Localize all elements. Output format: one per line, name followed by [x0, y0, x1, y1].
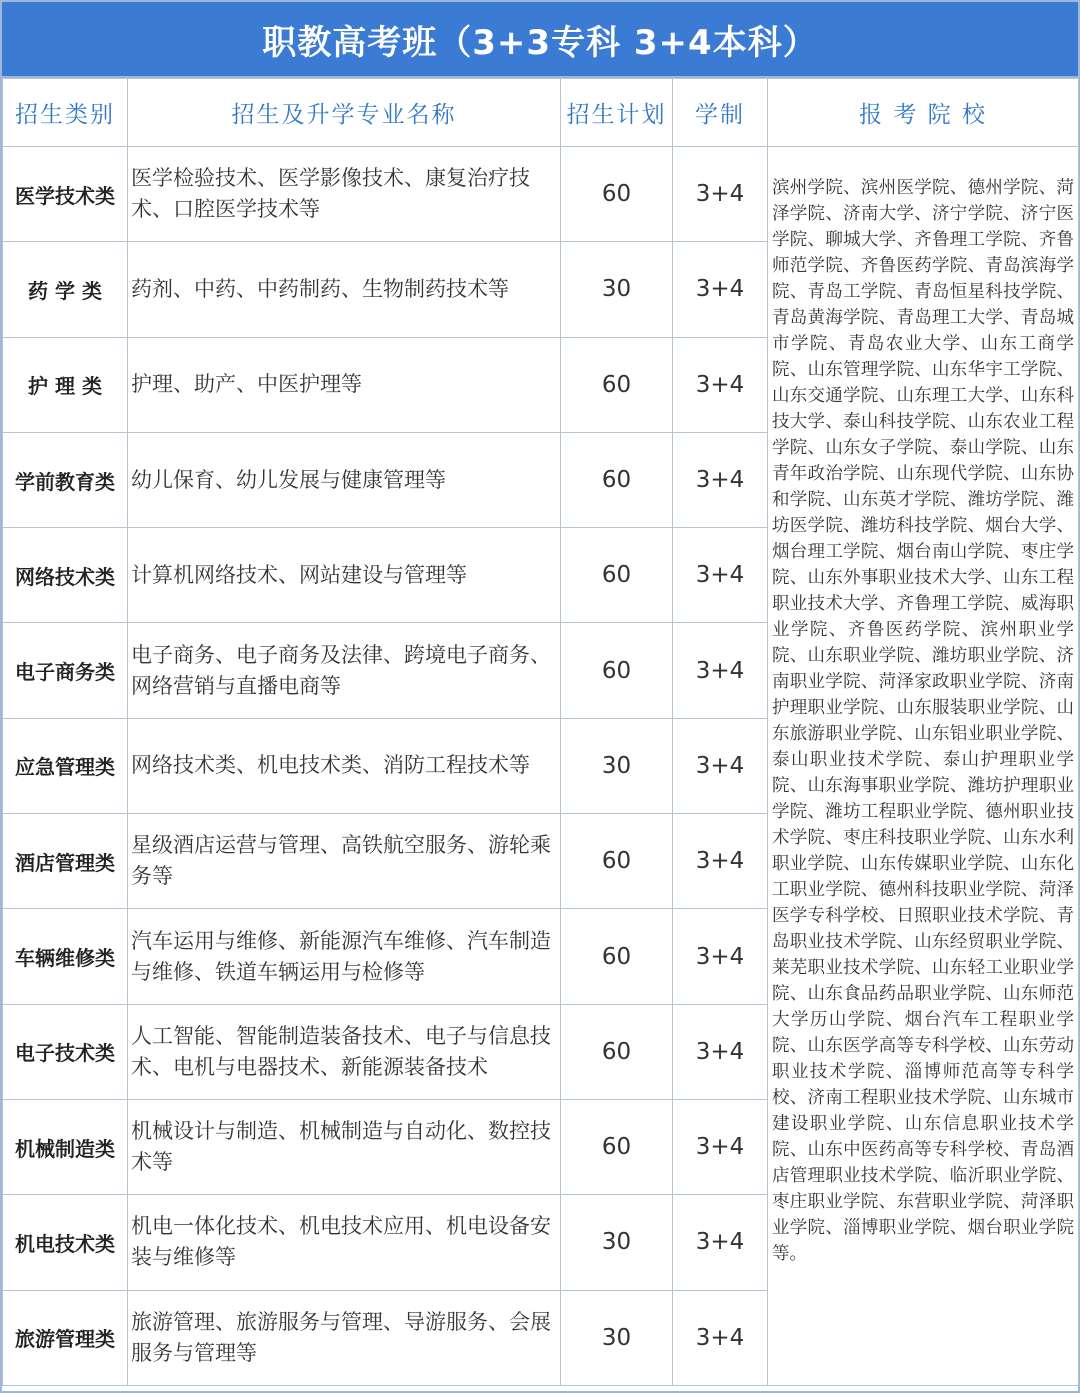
- plan-cell: 30: [561, 1195, 673, 1290]
- duration-cell: 3+4: [673, 623, 768, 718]
- duration-cell: 3+4: [673, 718, 768, 813]
- major-cell: 药剂、中药、中药制药、生物制药技术等: [128, 242, 561, 337]
- header-category: 招生类别: [3, 79, 128, 147]
- header-plan: 招生计划: [561, 79, 673, 147]
- major-cell: 人工智能、智能制造装备技术、电子与信息技术、电机与电器技术、新能源装备技术: [128, 1004, 561, 1099]
- category-cell: 酒店管理类: [3, 814, 128, 909]
- table-header-row: [3, 79, 1079, 147]
- plan-cell: 60: [561, 528, 673, 623]
- plan-cell: 60: [561, 337, 673, 432]
- category-cell: 医学技术类: [3, 147, 128, 242]
- category-cell: 药 学 类: [3, 242, 128, 337]
- duration-cell: 3+4: [673, 1099, 768, 1194]
- major-cell: 电子商务、电子商务及法律、跨境电子商务、网络营销与直播电商等: [128, 623, 561, 718]
- duration-cell: 3+4: [673, 528, 768, 623]
- duration-cell: 3+4: [673, 432, 768, 527]
- category-cell: 护 理 类: [3, 337, 128, 432]
- category-cell: 电子技术类: [3, 1004, 128, 1099]
- category-cell: 学前教育类: [3, 432, 128, 527]
- duration-cell: 3+4: [673, 814, 768, 909]
- category-cell: 机械制造类: [3, 1099, 128, 1194]
- major-cell: 星级酒店运营与管理、高铁航空服务、游轮乘务等: [128, 814, 561, 909]
- table-row: [3, 147, 1079, 242]
- header-major: 招生及升学专业名称: [128, 79, 561, 147]
- duration-cell: 3+4: [673, 1004, 768, 1099]
- major-cell: 网络技术类、机电技术类、消防工程技术等: [128, 718, 561, 813]
- major-cell: 幼儿保育、幼儿发展与健康管理等: [128, 432, 561, 527]
- duration-cell: 3+4: [673, 1195, 768, 1290]
- duration-cell: 3+4: [673, 1290, 768, 1385]
- plan-cell: 30: [561, 242, 673, 337]
- major-cell: 医学检验技术、医学影像技术、康复治疗技术、口腔医学技术等: [128, 147, 561, 242]
- major-cell: 计算机网络技术、网站建设与管理等: [128, 528, 561, 623]
- plan-cell: 60: [561, 623, 673, 718]
- header-schools: 报 考 院 校: [768, 79, 1079, 147]
- plan-cell: 30: [561, 718, 673, 813]
- major-cell: 机电一体化技术、机电技术应用、机电设备安装与维修等: [128, 1195, 561, 1290]
- duration-cell: 3+4: [673, 242, 768, 337]
- major-cell: 旅游管理、旅游服务与管理、导游服务、会展服务与管理等: [128, 1290, 561, 1385]
- category-cell: 应急管理类: [3, 718, 128, 813]
- header-duration: 学制: [673, 79, 768, 147]
- plan-cell: 60: [561, 432, 673, 527]
- duration-cell: 3+4: [673, 909, 768, 1004]
- category-cell: 机电技术类: [3, 1195, 128, 1290]
- plan-cell: 60: [561, 1004, 673, 1099]
- major-cell: 护理、助产、中医护理等: [128, 337, 561, 432]
- plan-cell: 60: [561, 909, 673, 1004]
- plan-cell: 60: [561, 1099, 673, 1194]
- admissions-table: [2, 78, 1079, 1386]
- category-cell: 网络技术类: [3, 528, 128, 623]
- duration-cell: 3+4: [673, 147, 768, 242]
- plan-cell: 60: [561, 147, 673, 242]
- duration-cell: 3+4: [673, 337, 768, 432]
- plan-cell: 30: [561, 1290, 673, 1385]
- major-cell: 汽车运用与维修、新能源汽车维修、汽车制造与维修、铁道车辆运用与检修等: [128, 909, 561, 1004]
- plan-cell: 60: [561, 814, 673, 909]
- category-cell: 电子商务类: [3, 623, 128, 718]
- schools-cell: 滨州学院、滨州医学院、德州学院、菏泽学院、济南大学、济宁学院、济宁医学院、聊城大学、齐鲁理工学院、齐鲁师范学院、齐鲁医药学院、青岛滨海学院、青岛工学院、青岛恒星科技学院、青岛黄海学院、青岛理工大学、青岛城市学院、青岛农业大学、山东工商学院、山东管理学院、山东华宇工学院、山东交通学院、山东理工大学、山东科技大学、泰山科技学院、山东农业工程学院、山东女子学院、泰山学院、山东青年政治学院、山东现代学院、山东协和学院、山东英才学院、潍坊学院、潍坊医学院、潍坊科技学院、烟台大学、烟台理工学院、烟台南山学院、枣庄学院、山东外事职业技术大学、山东工程职业技术大学、齐鲁理工学院、威海职业学院、齐鲁医药学院、滨州职业学院、山东职业学院、潍坊职业学院、济南职业学院、菏泽家政职业学院、济南护理职业学院、山东服装职业学院、山东旅游职业学院、山东铝业职业学院、泰山职业技术学院、泰山护理职业学院、山东海事职业学院、潍坊护理职业学院、潍坊工程职业学院、德州职业技术学院、枣庄科技职业学院、山东水利职业学院、山东传媒职业学院、山东化工职业学院、德州科技职业学院、菏泽医学专科学校、日照职业技术学院、青岛职业技术学院、山东经贸职业学院、莱芜职业技术学院、山东轻工业职业学院、山东食品药品职业学院、山东师范大学历山学院、烟台汽车工程职业学院、山东医学高等专科学校、山东劳动职业技术学院、淄博师范高等专科学校、济南工程职业技术学院、山东城市建设职业学院、山东信息职业技术学院、山东中医药高等专科学校、青岛酒店管理职业技术学院、临沂职业学院、枣庄职业学院、东营职业学院、菏泽职业学院、淄博职业学院、烟台职业学院等。: [768, 147, 1079, 1386]
- category-cell: 车辆维修类: [3, 909, 128, 1004]
- major-cell: 机械设计与制造、机械制造与自动化、数控技术等: [128, 1099, 561, 1194]
- category-cell: 旅游管理类: [3, 1290, 128, 1385]
- page-title: 职教高考班（3+3专科 3+4本科）: [2, 2, 1078, 78]
